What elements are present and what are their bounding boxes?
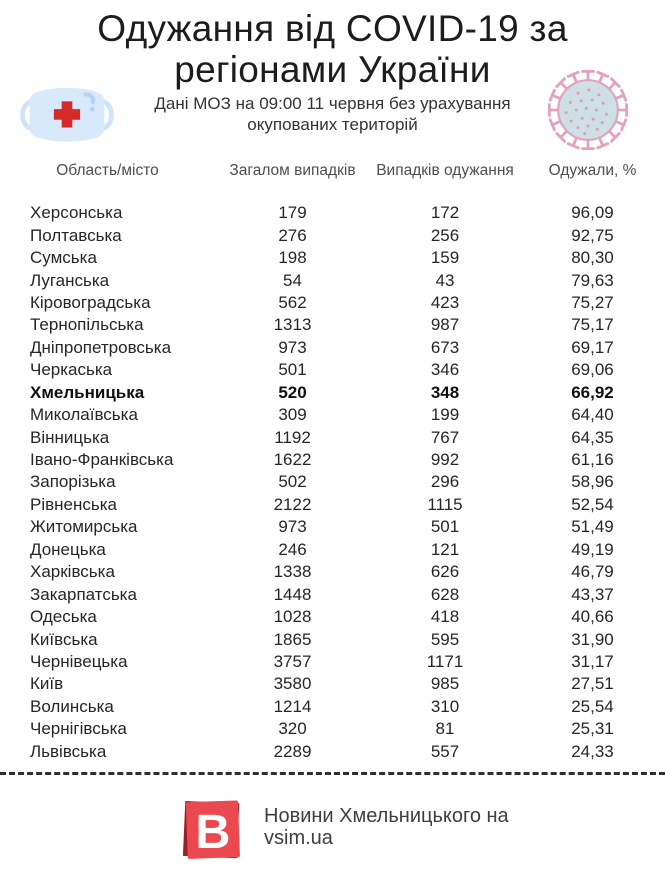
cell-total: 1338	[273, 562, 312, 582]
cell-percent: 43,37	[571, 584, 614, 604]
table-row	[0, 292, 665, 314]
cell-percent: 79,63	[571, 270, 614, 290]
cell-percent: 66,92	[571, 382, 614, 402]
cell-total: 320	[278, 719, 307, 739]
cell-total: 1865	[273, 629, 312, 649]
cell-percent: 31,90	[571, 629, 614, 649]
cell-total: 562	[278, 292, 307, 312]
cell-total: 179	[278, 203, 307, 223]
table-row	[0, 561, 665, 583]
vsim-logo	[176, 795, 248, 872]
table-row	[0, 696, 665, 718]
table-row	[0, 583, 665, 605]
cell-percent: 61,16	[571, 450, 614, 470]
cell-total: 3580	[273, 674, 312, 694]
cell-region: Полтавська	[30, 225, 122, 245]
cell-percent: 75,17	[571, 315, 614, 335]
cell-region: Житомирська	[30, 517, 138, 537]
table-row	[0, 741, 665, 763]
cell-percent: 75,27	[571, 292, 614, 312]
cell-region: Чернігівська	[30, 719, 127, 739]
cell-total: 54	[283, 270, 302, 290]
column-header-total-cases: Загалом випадків	[229, 162, 356, 179]
table-row	[0, 404, 665, 426]
cell-percent: 40,66	[571, 607, 614, 627]
dashed-divider	[0, 772, 665, 775]
cell-percent: 51,49	[571, 517, 614, 537]
cell-region: Миколаївська	[30, 405, 138, 425]
cell-recovered: 501	[430, 517, 460, 537]
cell-region: Львівська	[30, 741, 107, 761]
table-row	[0, 426, 665, 448]
logo-letter: В	[195, 805, 231, 860]
cell-recovered: 310	[430, 696, 460, 716]
cell-percent: 52,54	[571, 494, 614, 514]
cell-recovered: 628	[430, 584, 460, 604]
cell-percent: 46,79	[571, 562, 614, 582]
cell-recovered: 626	[430, 562, 460, 582]
column-header-recovered-percent: Одужали, %	[548, 162, 637, 179]
table-row	[0, 673, 665, 695]
table-row	[0, 471, 665, 493]
footer-caption	[264, 805, 509, 849]
cell-total: 309	[278, 405, 307, 425]
cell-region: Київська	[30, 629, 98, 649]
cell-total: 3757	[273, 651, 312, 671]
table-row	[0, 314, 665, 336]
subtitle	[120, 93, 545, 135]
column-header-region: Область/місто	[56, 162, 159, 179]
cell-region: Донецька	[30, 539, 106, 559]
cell-percent: 49,19	[571, 539, 614, 559]
title-line-1: Одужання від COVID-19 за	[97, 8, 568, 49]
cell-recovered: 1115	[427, 494, 463, 514]
cell-total: 2122	[273, 494, 312, 514]
cell-recovered: 1171	[426, 651, 464, 671]
cell-percent: 58,96	[571, 472, 614, 492]
cell-percent: 64,40	[571, 405, 614, 425]
table-row	[0, 449, 665, 471]
cell-percent: 69,17	[571, 337, 614, 357]
cell-percent: 80,30	[571, 248, 614, 268]
cell-total: 246	[278, 539, 307, 559]
cell-percent: 24,33	[571, 741, 614, 761]
cell-total: 2289	[273, 741, 312, 761]
cell-total: 502	[278, 472, 307, 492]
cell-percent: 92,75	[571, 225, 614, 245]
table-row	[0, 359, 665, 381]
title-line-2: регіонами України	[174, 49, 491, 90]
cell-total: 276	[278, 225, 307, 245]
table-body	[0, 202, 665, 763]
cell-recovered: 121	[430, 539, 460, 559]
cell-region: Івано-Франківська	[30, 450, 174, 470]
cell-total: 1622	[273, 450, 312, 470]
cell-recovered: 348	[430, 382, 460, 402]
table-row	[0, 337, 665, 359]
cell-recovered: 418	[430, 607, 460, 627]
column-header-recovery-cases: Випадків одужання	[376, 162, 514, 179]
footer-line-1: Новини Хмельницького на	[264, 805, 509, 827]
cell-region: Рівненська	[30, 494, 118, 514]
cell-recovered: 557	[430, 741, 460, 761]
table-row	[0, 494, 665, 516]
cell-total: 973	[278, 517, 307, 537]
cell-total: 1313	[273, 315, 312, 335]
table-row	[0, 202, 665, 224]
cell-recovered: 767	[430, 427, 460, 447]
cell-recovered: 81	[435, 719, 455, 739]
cell-recovered: 992	[430, 450, 460, 470]
cell-percent: 96,09	[571, 203, 614, 223]
cell-region: Луганська	[30, 270, 110, 290]
cell-region: Дніпропетровська	[30, 337, 172, 357]
table-row	[0, 224, 665, 246]
table-row	[0, 718, 665, 740]
cell-region: Сумська	[30, 248, 97, 268]
cell-recovered: 595	[430, 629, 460, 649]
medical-mask-icon	[18, 80, 116, 151]
subtitle-line-2: окупованих територій	[247, 115, 418, 134]
cell-recovered: 987	[430, 315, 460, 335]
cell-total: 501	[278, 360, 307, 380]
cell-region: Вінницька	[30, 427, 110, 447]
cell-region: Київ	[30, 674, 64, 694]
cell-total: 520	[278, 382, 307, 402]
table-row	[0, 539, 665, 561]
cell-region: Кіровоградська	[30, 292, 151, 312]
table-row	[0, 269, 665, 291]
cell-recovered: 673	[430, 337, 460, 357]
cell-recovered: 199	[430, 405, 460, 425]
cell-percent: 31,17	[571, 651, 614, 671]
cell-total: 1192	[274, 427, 311, 447]
cell-recovered: 43	[435, 270, 455, 290]
cell-region: Закарпатська	[30, 584, 137, 604]
cell-recovered: 172	[430, 203, 460, 223]
cell-region: Харківська	[30, 562, 115, 582]
cell-recovered: 423	[430, 292, 460, 312]
table-header-row	[0, 160, 665, 182]
cell-recovered: 346	[430, 360, 460, 380]
cell-total: 1214	[273, 696, 312, 716]
coronavirus-icon	[546, 68, 630, 157]
cell-total: 198	[278, 248, 307, 268]
cell-region: Тернопільська	[30, 315, 144, 335]
cell-percent: 69,06	[571, 360, 614, 380]
cell-percent: 27,51	[571, 674, 614, 694]
table-row	[0, 606, 665, 628]
cell-percent: 25,31	[571, 719, 614, 739]
cell-region: Запорізька	[30, 472, 116, 492]
cell-recovered: 159	[430, 248, 460, 268]
cell-region: Чернівецька	[30, 651, 128, 671]
table-row	[0, 651, 665, 673]
footer-line-2: vsim.ua	[264, 827, 333, 849]
cell-total: 1028	[273, 607, 312, 627]
cell-total: 973	[278, 337, 307, 357]
cell-region: Херсонська	[30, 203, 123, 223]
cell-percent: 25,54	[571, 696, 614, 716]
table-row	[0, 247, 665, 269]
cell-recovered: 985	[430, 674, 460, 694]
table-row	[0, 382, 665, 404]
cell-region: Одеська	[30, 607, 97, 627]
table-row	[0, 628, 665, 650]
cell-region: Волинська	[30, 696, 114, 716]
cell-percent: 64,35	[571, 427, 614, 447]
cell-recovered: 256	[430, 225, 460, 245]
cell-region: Хмельницька	[30, 382, 145, 402]
table-row	[0, 516, 665, 538]
cell-recovered: 296	[430, 472, 460, 492]
subtitle-line-1: Дані МОЗ на 09:00 11 червня без урахування	[154, 94, 511, 113]
cell-total: 1448	[273, 584, 312, 604]
cell-region: Черкаська	[30, 360, 113, 380]
